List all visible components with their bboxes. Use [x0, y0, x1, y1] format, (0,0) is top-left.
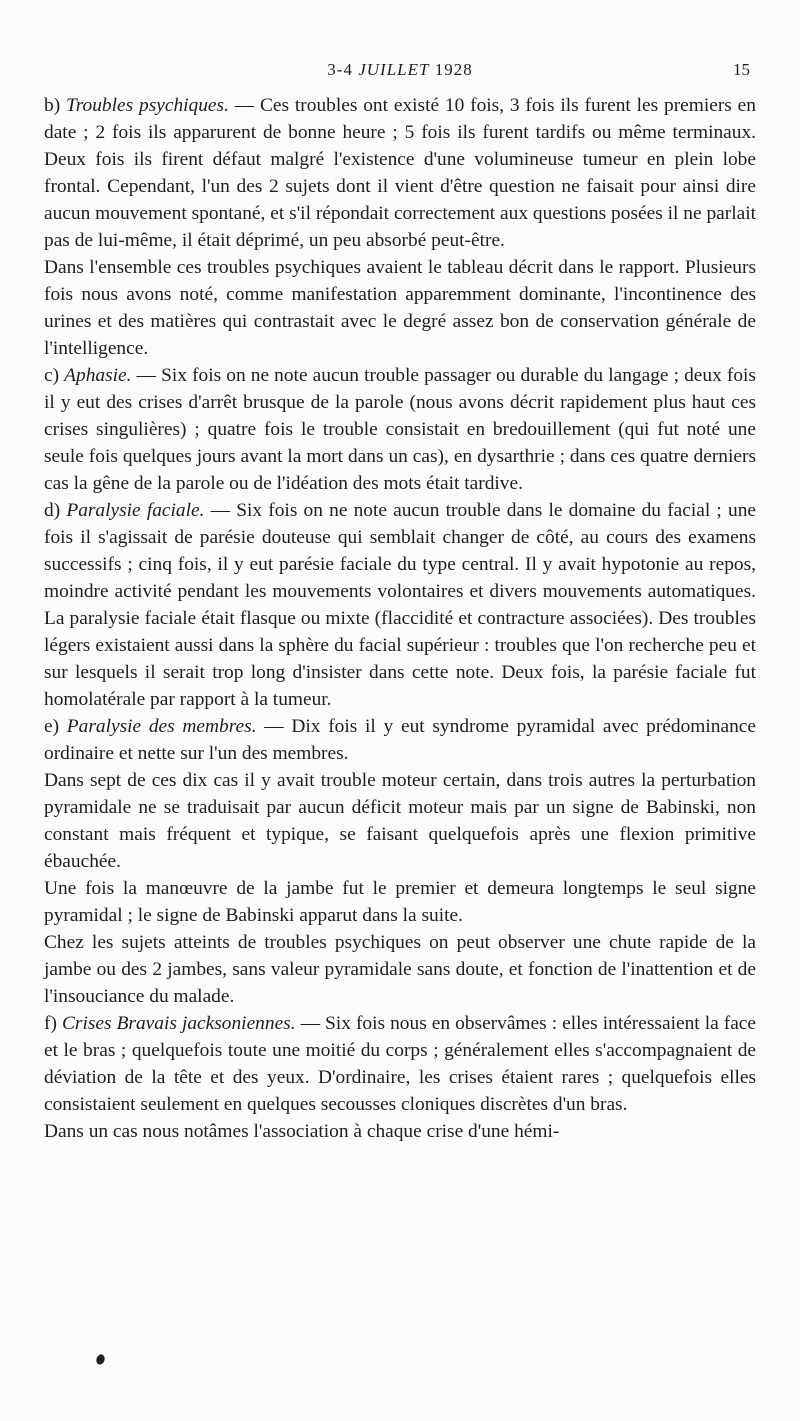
paragraph-text: Dans sept de ces dix cas il y avait trouble moteur certain, dans trois autres la perturbation pyramidale ne se traduisait par aucun déficit moteur mais par un signe de Babinski, non constant mais fréquent et typique, se faisant quelquefois après une flexion primitive ébauchée.: [44, 770, 756, 872]
section-label: c): [44, 365, 65, 386]
paragraph-text: Chez les sujets atteints de troubles psychiques on peut observer une chute rapide de la jambe ou des 2 jambes, sans valeur pyramidale sans doute, et fonction de l'inattention et de l'insouciance du malade.: [44, 932, 756, 1007]
paragraph: [44, 875, 756, 929]
paragraph: [44, 929, 756, 1010]
section-label: e): [44, 716, 67, 737]
section-label: b): [44, 95, 66, 116]
paragraph-troubles-psychiques: [44, 92, 756, 254]
body-text: [44, 92, 756, 1145]
date-month: JUILLET: [358, 60, 430, 79]
paragraph-text: Dans l'ensemble ces troubles psychiques avaient le tableau décrit dans le rapport. Plusieurs fois nous avons noté, comme manifestation apparemment dominante, l'incontinence des urines et des matières qui contrastait avec le degré assez bon de conservation générale de l'intelligence.: [44, 257, 756, 359]
paragraph-text: — Six fois nous en observâmes : elles intéressaient la face et le bras ; quelquefois toute une moitié du corps ; généralement elles s'accompagnaient de déviation de la tête et des yeux. D'ordinaire, les crises étaient rares ; quelquefois elles consistaient seulement en quelques secousses cloniques discrètes d'un bras.: [44, 1013, 757, 1115]
paragraph-paralysie-membres: [44, 713, 756, 767]
section-heading: Crises Bravais jacksoniennes.: [61, 1013, 296, 1034]
running-head: [40, 60, 760, 84]
section-label: f): [44, 1013, 62, 1034]
section-heading: Paralysie des membres.: [66, 716, 257, 737]
date-day: 3-4: [327, 60, 359, 79]
paragraph-text: — Ces troubles ont existé 10 fois, 3 fois ils furent les premiers en date ; 2 fois ils apparurent de bonne heure ; 5 fois ils furent tardifs ou même terminaux. Deux fois ils firent défaut malgré l'existence d'une volumineuse tumeur en plein lobe frontal. Cependant, l'un des 2 sujets dont il vient d'être question ne faisait pour ainsi dire aucun mouvement spontané, et s'il répondait correctement aux questions posées il ne parlait pas de lui-même, il était déprimé, un peu absorbé peut-être.: [44, 95, 756, 251]
paragraph-text: — Six fois on ne note aucun trouble dans le domaine du facial ; une fois il s'agissait de parésie douteuse qui semblait changer de côté, au cours des examens successifs ; cinq fois, il y eut parésie faciale du type central. Il y avait hypotonie au repos, moindre activité pendant les mouvements volontaires et divers mouvements automatiques. La paralysie faciale était flasque ou mixte (flaccidité et contracture associées). Des troubles légers existaient aussi dans la sphère du facial supérieur : troubles que l'on recherche peu et sur lesquels il serait trop long d'insister dans cette note. Deux fois, la parésie faciale fut homolatérale par rapport à la tumeur.: [44, 500, 756, 710]
paragraph-paralysie-faciale: [44, 497, 756, 713]
paragraph-crises-jacksoniennes: [44, 1010, 756, 1118]
paragraph-text: — Six fois on ne note aucun trouble passager ou durable du langage ; deux fois il y eut des crises d'arrêt brusque de la parole (nous avons décrit rapidement plus haut ces crises singulières) ; quatre fois le trouble consistait en bredouillement (qui fut noté une seule fois quelques jours avant la mort dans un cas), en dysarthrie ; dans ces quatre derniers cas la gêne de la parole ou de l'idéation des mots était tardive.: [44, 365, 756, 494]
ink-mark: [95, 1353, 106, 1365]
section-heading: Troubles psychiques.: [66, 95, 229, 116]
paragraph-text: Une fois la manœuvre de la jambe fut le premier et demeura longtemps le seul signe pyramidal ; le signe de Babinski apparut dans la suite.: [44, 878, 756, 926]
paragraph-text: — Dix fois il y eut syndrome pyramidal avec prédominance ordinaire et nette sur l'un des membres.: [44, 716, 756, 764]
section-heading: Aphasie.: [64, 365, 132, 386]
section-heading: Paralysie faciale.: [66, 500, 205, 521]
section-label: d): [44, 500, 67, 521]
paragraph: [44, 767, 756, 875]
running-title: [40, 60, 760, 80]
paragraph-text: Dans un cas nous notâmes l'association à chaque crise d'une hémi-: [44, 1121, 560, 1142]
date-year: 1928: [429, 60, 473, 79]
paragraph-aphasie: [44, 362, 756, 497]
paragraph: [44, 1118, 756, 1145]
paragraph: [44, 254, 756, 362]
page-number: 15: [733, 60, 750, 79]
